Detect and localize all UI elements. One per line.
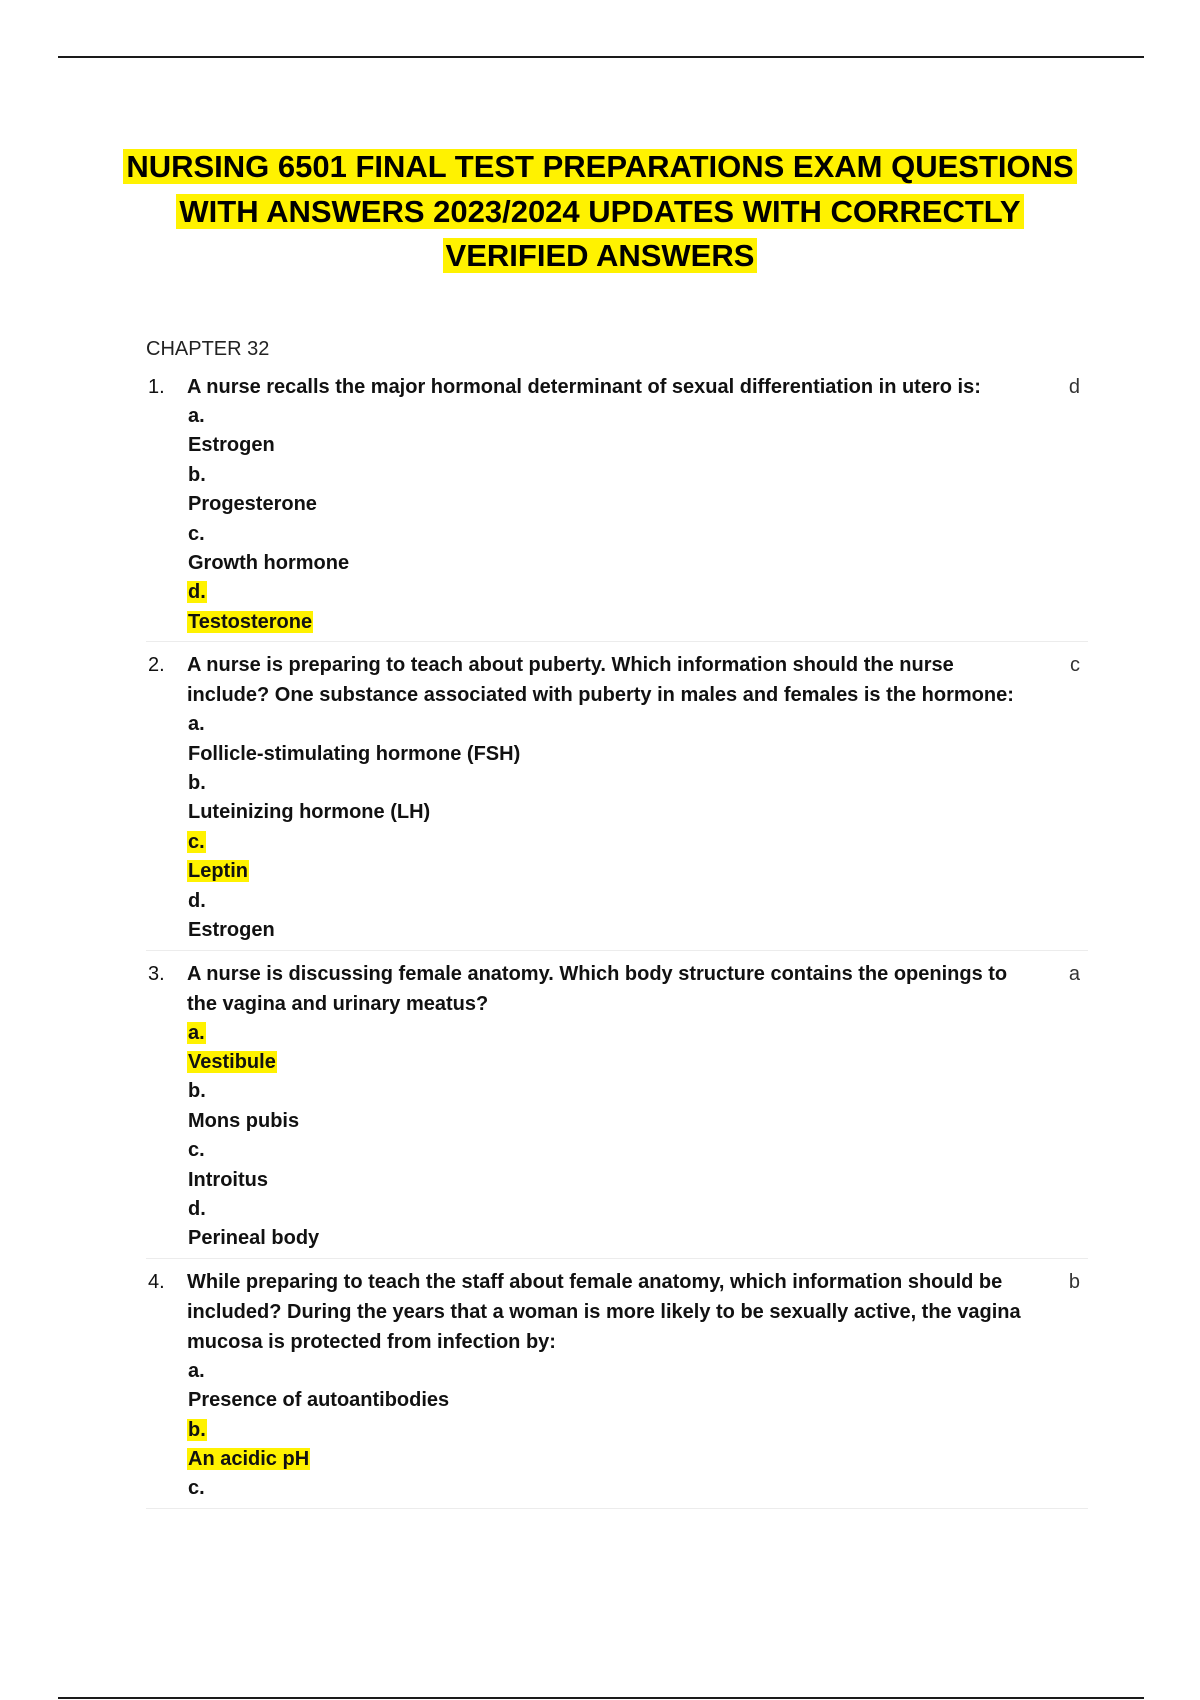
option-text: Estrogen [188,434,275,457]
title-line: VERIFIED ANSWERS [100,234,1100,279]
answer-key: d [1068,376,1080,398]
answer-key: b [1068,1270,1080,1293]
bottom-rule [58,1697,1144,1699]
option-text: Growth hormone [188,552,350,575]
answer-key: c [1070,654,1080,677]
option-letter: a. [188,405,205,427]
question-item [146,650,1088,950]
title-line: NURSING 6501 FINAL TEST PREPARATIONS EXAM QUESTIONS [100,145,1100,190]
correct-option-letter: c. [188,830,205,853]
option-letter: a. [188,713,205,736]
top-rule [58,56,1144,58]
option-text: Perineal body [188,1227,320,1250]
correct-option-letter: d. [188,581,206,604]
correct-option-letter: b. [188,1418,206,1441]
question-text: A nurse is discussing female anatomy. Which body structure contains the openings to the vagina and urinary meatus? [187,962,1008,1015]
option-text: Estrogen [188,919,275,942]
question-list [146,372,1088,1517]
answer-key: a [1068,962,1080,985]
question-number: 1. [148,376,165,398]
question-item [146,959,1088,1259]
option-letter: d. [188,1197,206,1220]
option-text: Progesterone [188,493,317,516]
question-number: 3. [148,962,165,985]
chapter-heading: CHAPTER 32 [146,338,270,360]
question-text: A nurse is preparing to teach about puberty. Which information should the nurse include? One substance associated with puberty in males and females is the hormone: [187,654,1014,707]
correct-option-letter: a. [188,1021,205,1044]
option-letter: a. [188,1359,205,1382]
option-letter: c. [188,1477,205,1500]
option-text: Presence of autoantibodies [188,1389,450,1412]
option-text: Introitus [188,1168,268,1191]
question-item [146,1267,1088,1509]
question-item [146,372,1088,642]
option-letter: d. [188,889,206,912]
question-text: While preparing to teach the staff about female anatomy, which information should be included? During the years that a woman is more likely to be sexually active, the vagina mucosa is protected from infection by: [187,1270,1021,1353]
correct-option-text: Vestibule [188,1050,276,1073]
question-number: 2. [148,654,165,677]
option-letter: b. [188,1080,206,1103]
option-letter: c. [188,1139,205,1162]
option-text: Mons pubis [188,1109,300,1132]
option-letter: c. [188,522,205,545]
title-line: WITH ANSWERS 2023/2024 UPDATES WITH CORRECTLY [100,190,1100,235]
option-text: Follicle-stimulating hormone (FSH) [188,742,521,765]
question-text: A nurse recalls the major hormonal determinant of sexual differentiation in utero is: [187,376,981,398]
correct-option-text: An acidic pH [188,1447,310,1470]
correct-option-text: Leptin [188,860,248,883]
option-text: Luteinizing hormone (LH) [188,801,431,824]
question-number: 4. [148,1270,165,1293]
document-title [100,145,1100,279]
option-letter: b. [188,463,206,486]
correct-option-text: Testosterone [188,610,313,633]
option-letter: b. [188,772,206,795]
